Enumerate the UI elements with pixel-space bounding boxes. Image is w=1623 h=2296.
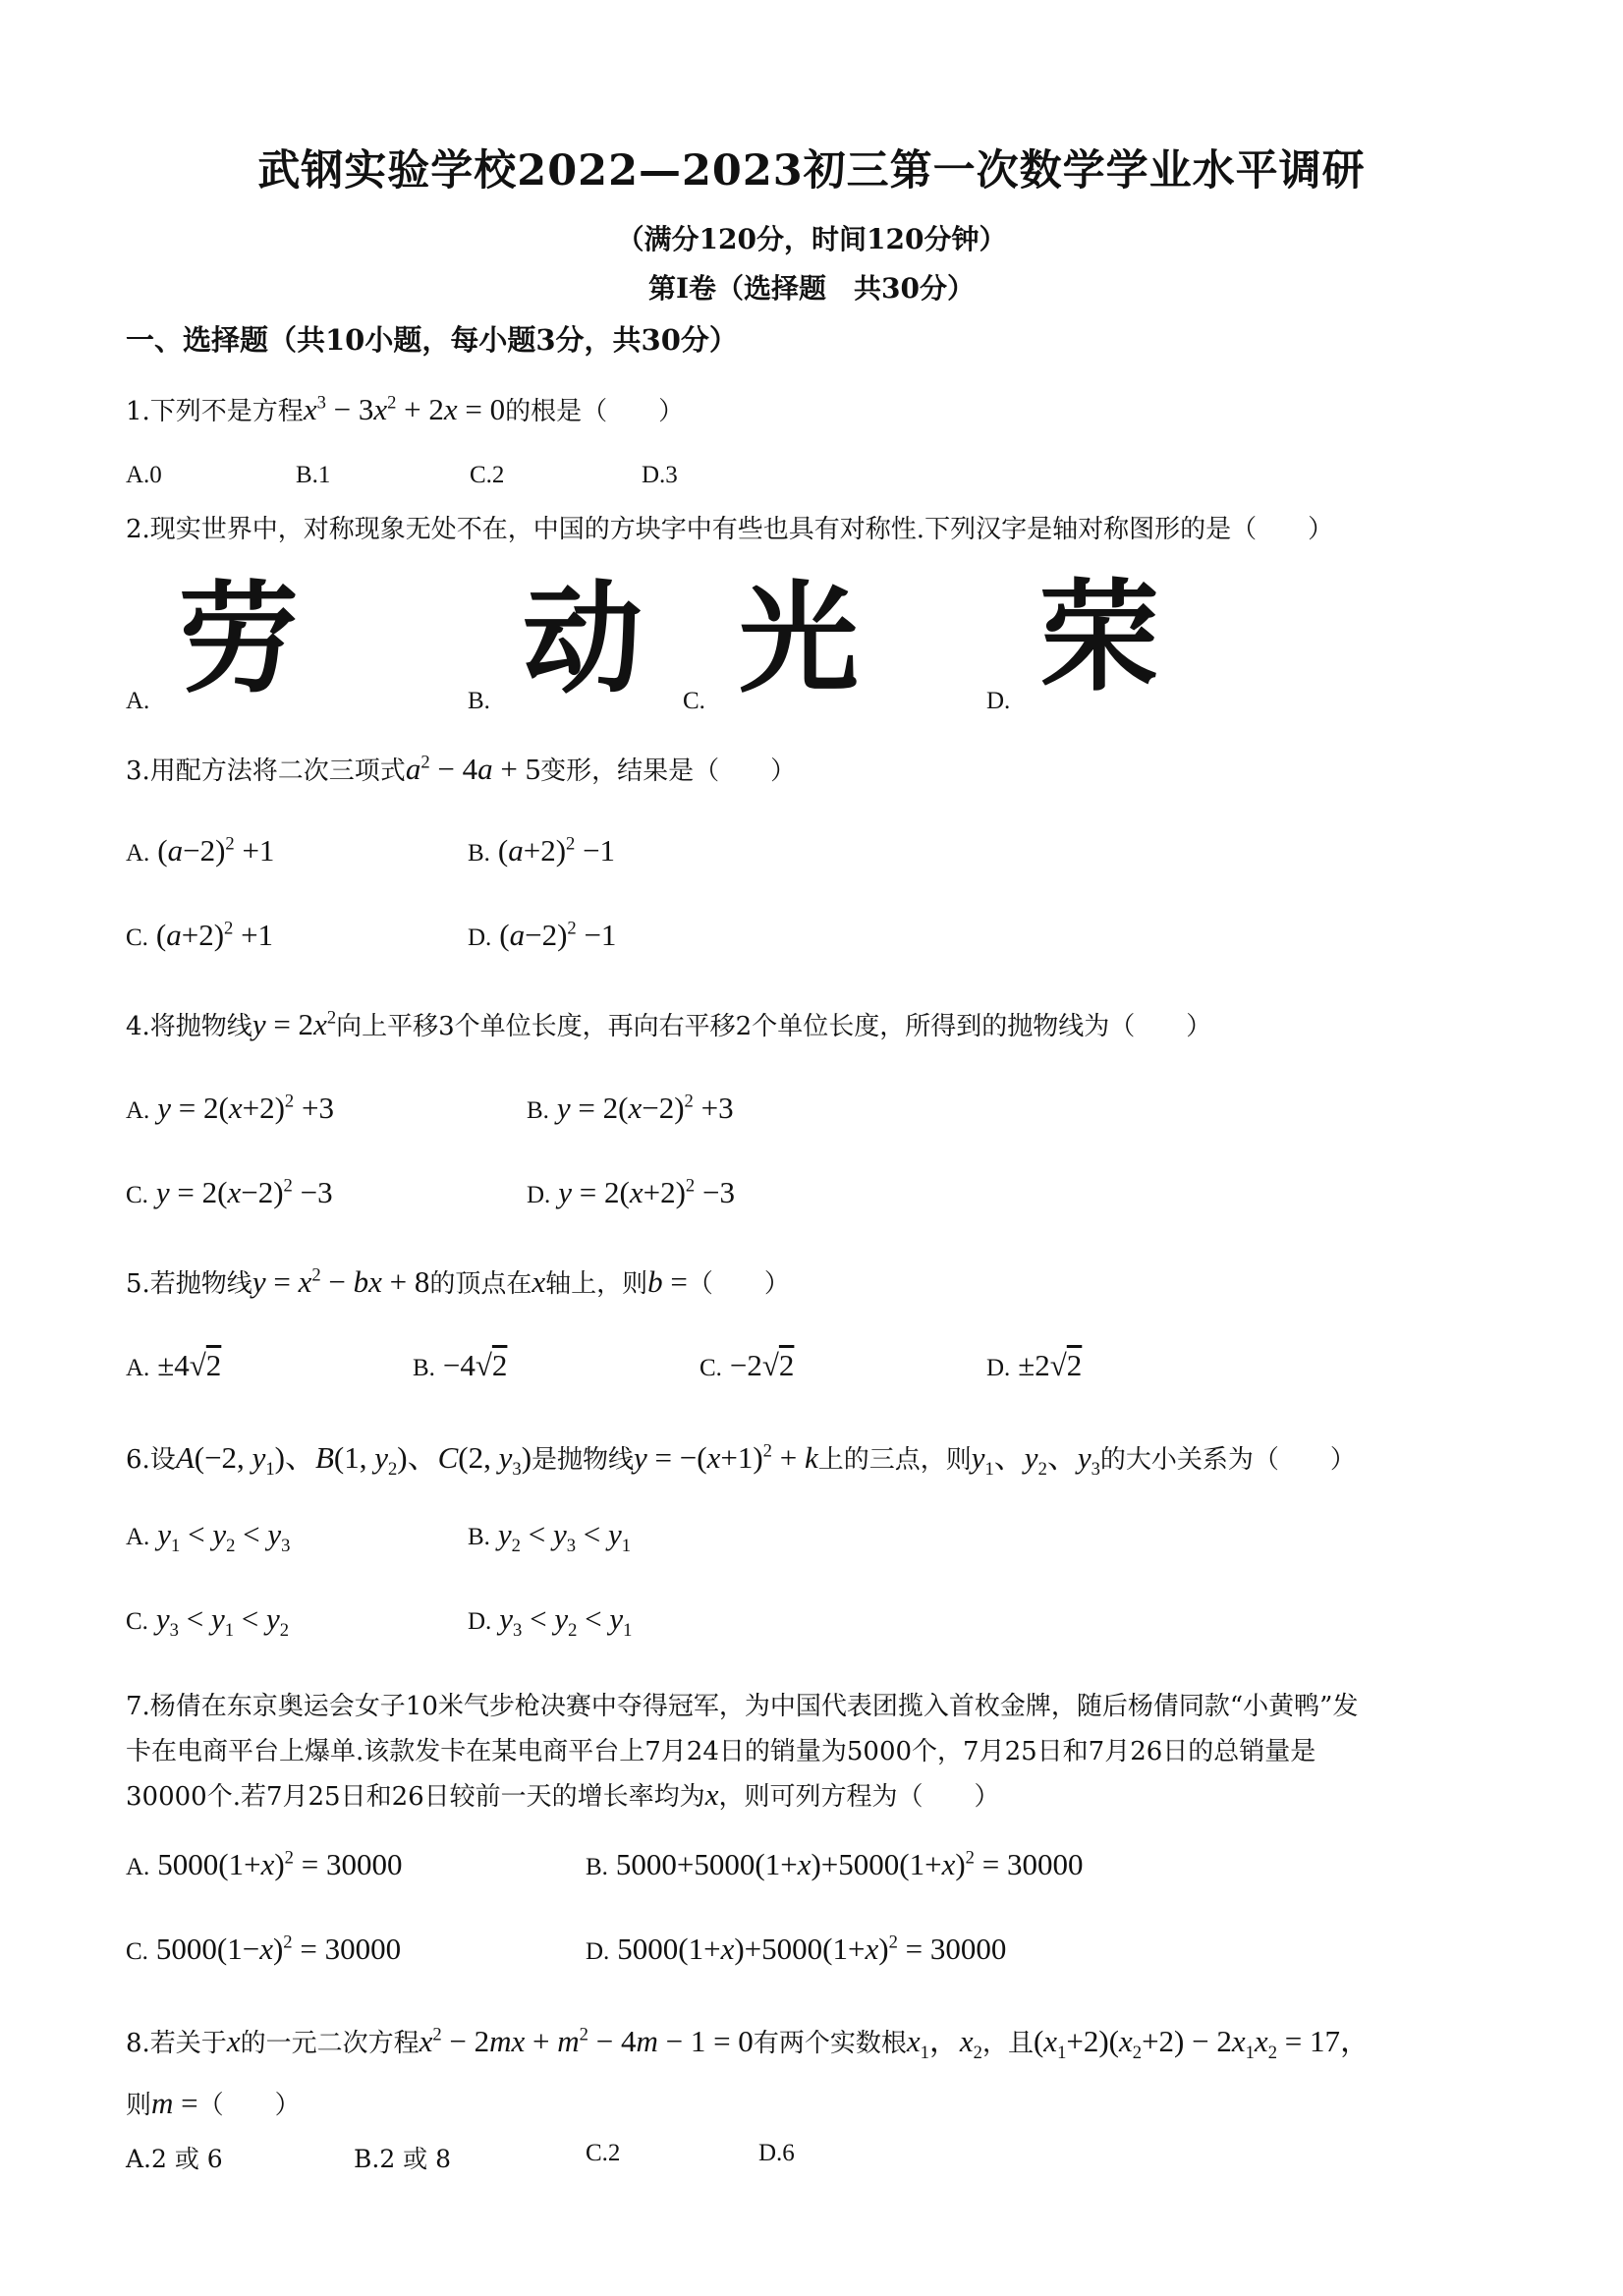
q1-option-a[interactable]: A.0 [126,462,162,488]
question-1-stem: 1.下列不是方程$x^3 - 3x^2 + 2x = 0$的根是（ ） [126,392,685,426]
question-7-line-1: 7.杨倩在东京奥运会女子10米气步枪决赛中夺得冠军，为中国代表团揽入首枚金牌，随后杨倩同款“小黄鸭”发 [126,1692,1359,1721]
q4-option-c[interactable]: C. $y = 2(x-2)^2 -3$ [126,1175,333,1209]
q5-option-b[interactable]: B. −4√2 [413,1348,508,1382]
q2-option-b[interactable]: B. [468,688,490,714]
q6-option-d[interactable]: D. $y_3 < y_2 < y_1$ [468,1601,633,1642]
condition-q8: $(x_1+2)(x_2+2) - 2x_1x_2 = 17$， [1033,2024,1371,2064]
equation-q4: $y = 2x^2$ [252,1007,337,1041]
q2-option-d[interactable]: D. [986,688,1011,714]
question-6-stem: 6.设A(−2, $y_1$)、B(1, $y_2$)、C(2, $y_3$)是抛物线$y = -(x+1)^2 + k$上的三点，则$y_1$、$y_2$、$y_3$的大小关系为（ ） [126,1440,1356,1481]
question-8-line-2: 则m =（ ） [126,2086,301,2120]
q5-option-a[interactable]: A. ±4√2 [126,1348,222,1382]
question-7-line-2: 卡在电商平台上爆单.该款发卡在某电商平台上7月24日的销量为5000个，7月25日和7月26日的总销量是 [126,1737,1316,1766]
q7-option-a[interactable]: A. $5000(1+x)^2 = 30000$ [126,1847,403,1881]
equation-q6: $y = -(x+1)^2 + k$ [634,1440,818,1475]
section-title: 一、选择题（共10小题，每小题3分，共30分） [126,323,738,357]
part-title: 第I卷（选择题 共30分） [647,272,976,305]
q1-option-c[interactable]: C.2 [470,462,505,488]
q8-option-a[interactable]: A.2 或 6 [126,2145,223,2173]
q4-option-d[interactable]: D. $y = 2(x+2)^2 -3$ [527,1175,735,1209]
points-q6: A(−2, $y_1$)、B(1, $y_2$)、C(2, $y_3$) [175,1440,532,1481]
q3-option-a[interactable]: A. $(a-2)^2 +1$ [126,833,275,868]
equation-q8: $x^2 - 2mx + m^2 - 4m - 1 = 0$ [419,2024,754,2058]
q2-option-a[interactable]: A. [126,688,150,714]
q6-option-c[interactable]: C. $y_3 < y_1 < y_2$ [126,1601,290,1642]
question-5-stem: 5.若抛物线$y = x^2$ − bx + 8的顶点在x轴上，则b =（ ） [126,1264,790,1299]
q4-option-b[interactable]: B. $y = 2(x-2)^2 +3$ [527,1091,734,1125]
character-lao-image: 劳 [179,570,299,709]
question-8-stem: 8.若关于x的一元二次方程$x^2 - 2mx + m^2 - 4m - 1 = 0$有两个实数根$x_1$，$x_2$，且$(x_1+2)(x_2+2) - 2x_1x_2 = 17$， [126,2024,1371,2064]
q3-option-b[interactable]: B. $(a+2)^2 -1$ [468,833,616,868]
question-7-line-3: 30000个.若7月25日和26日较前一天的增长率均为x，则可列方程为（ ） [126,1777,1000,1812]
q1-option-b[interactable]: B.1 [296,462,331,488]
q8-option-c[interactable]: C.2 [586,2140,621,2166]
equation-q1: $x^3 - 3x^2 + 2x = 0$ [303,392,506,426]
q6-option-b[interactable]: B. $y_2 < y_3 < y_1$ [468,1517,632,1557]
q3-option-c[interactable]: C. $(a+2)^2 +1$ [126,918,274,952]
score-time-note: （满分120分，时间120分钟） [616,223,1007,255]
q3-option-d[interactable]: D. $(a-2)^2 -1$ [468,918,617,952]
question-4-stem: 4.将抛物线$y = 2x^2$向上平移3个单位长度，再向右平移2个单位长度，所得到的抛物线为（ ） [126,1007,1212,1041]
character-dong-image: 动 [523,570,643,709]
question-2-stem: 2.现实世界中，对称现象无处不在，中国的方块字中有些也具有对称性.下列汉字是轴对称图形的是（ ） [126,515,1334,544]
q4-option-a[interactable]: A. $y = 2(x+2)^2 +3$ [126,1091,334,1125]
page-title: 武钢实验学校2022—2023初三第一次数学学业水平调研 [257,146,1366,196]
q7-option-c[interactable]: C. $5000(1-x)^2 = 30000$ [126,1932,402,1966]
q2-option-c[interactable]: C. [683,688,705,714]
q8-option-d[interactable]: D.6 [758,2140,795,2166]
q8-option-b[interactable]: B.2 或 8 [354,2145,452,2173]
character-guang-image: 光 [739,570,859,709]
q6-option-a[interactable]: A. $y_1 < y_2 < y_3$ [126,1517,291,1557]
expression-q3: $a^2 - 4a + 5$ [405,752,541,786]
q5-option-d[interactable]: D. ±2√2 [986,1348,1083,1382]
q5-option-c[interactable]: C. −2√2 [700,1348,795,1382]
character-rong-image: 荣 [1039,568,1159,707]
q7-option-d[interactable]: D. $5000(1+x)+5000(1+x)^2 = 30000$ [586,1932,1007,1966]
q7-option-b[interactable]: B. $5000+5000(1+x)+5000(1+x)^2 = 30000$ [586,1847,1084,1881]
question-3-stem: 3.用配方法将二次三项式$a^2 - 4a + 5$变形，结果是（ ） [126,752,797,786]
q1-option-d[interactable]: D.3 [642,462,678,488]
equation-q5: $y = x^2$ − bx + 8 [252,1264,430,1299]
